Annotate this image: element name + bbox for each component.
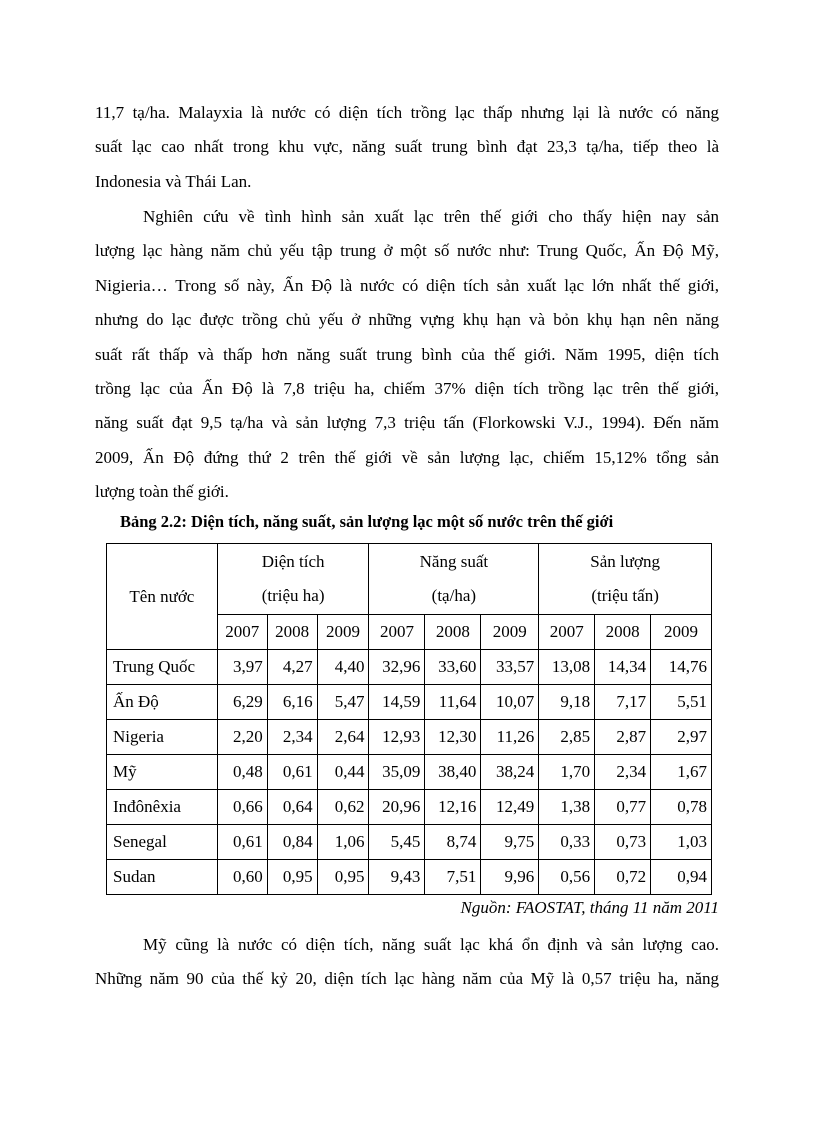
value-cell: 0,77 [595,790,651,825]
year-cell: 2009 [481,615,539,650]
value-cell: 10,07 [481,685,539,720]
value-cell: 12,93 [369,720,425,755]
text-line: lượng toàn thế giới. [95,482,229,502]
value-cell: 2,85 [539,720,595,755]
value-cell: 20,96 [369,790,425,825]
value-cell: 5,47 [317,685,369,720]
country-cell: Mỹ [107,755,218,790]
value-cell: 2,87 [595,720,651,755]
paragraph-world-production [95,200,719,510]
country-cell: Senegal [107,825,218,860]
value-cell: 38,40 [425,755,481,790]
paragraph-malaysia [95,96,719,199]
value-cell: 11,26 [481,720,539,755]
value-cell: 0,62 [317,790,369,825]
value-cell: 1,38 [539,790,595,825]
country-cell: Sudan [107,860,218,895]
value-cell: 13,08 [539,650,595,685]
value-cell: 9,18 [539,685,595,720]
country-cell: Trung Quốc [107,650,218,685]
value-cell: 3,97 [217,650,267,685]
text-line: suất rất thấp và thấp hơn năng suất trung bình của thế giới. Năm 1995, diện tích [95,344,719,364]
value-cell: 6,16 [267,685,317,720]
value-cell: 12,16 [425,790,481,825]
header-area-line1: Diện tích [261,552,325,571]
value-cell: 0,94 [651,860,712,895]
value-cell: 0,95 [267,860,317,895]
text-line: trồng lạc của Ấn Độ là 7,8 triệu ha, chiếm 37% diện tích trồng lạc trên thế giới, [95,378,719,398]
year-cell: 2008 [425,615,481,650]
value-cell: 2,97 [651,720,712,755]
table-row [107,790,712,825]
value-cell: 11,64 [425,685,481,720]
table-row [107,650,712,685]
text-line: Indonesia và Thái Lan. [95,171,252,191]
value-cell: 0,60 [217,860,267,895]
value-cell: 38,24 [481,755,539,790]
value-cell: 9,75 [481,825,539,860]
paragraph-usa [95,928,719,997]
value-cell: 9,96 [481,860,539,895]
value-cell: 2,64 [317,720,369,755]
value-cell: 14,76 [651,650,712,685]
value-cell: 0,66 [217,790,267,825]
year-cell: 2009 [651,615,712,650]
header-yield-line1: Năng suất [419,552,489,571]
value-cell: 0,33 [539,825,595,860]
value-cell: 7,17 [595,685,651,720]
text-line: 11,7 tạ/ha. Malayxia là nước có diện tích trồng lạc thấp nhưng lại là nước có năng [95,103,719,122]
country-cell: Ấn Độ [107,685,218,720]
table-source: Nguồn: FAOSTAT, tháng 11 năm 2011 [460,898,719,917]
value-cell: 0,61 [217,825,267,860]
value-cell: 32,96 [369,650,425,685]
value-cell: 35,09 [369,755,425,790]
value-cell: 2,20 [217,720,267,755]
table-row [107,720,712,755]
year-cell: 2007 [539,615,595,650]
table-row [107,755,712,790]
text-line: Mỹ cũng là nước có diện tích, năng suất lạc khá ổn định và sản lượng cao. [143,935,719,954]
header-country [107,544,218,650]
country-cell: Nigeria [107,720,218,755]
value-cell: 1,67 [651,755,712,790]
value-cell: 1,06 [317,825,369,860]
value-cell: 5,45 [369,825,425,860]
table-row [107,825,712,860]
value-cell: 0,72 [595,860,651,895]
year-cell: 2007 [369,615,425,650]
header-yield [369,544,539,615]
table-caption: Bảng 2.2: Diện tích, năng suất, sản lượng lạc một số nước trên thế giới [120,512,614,531]
text-line: lượng lạc hàng năm chủ yếu tập trung ở một số nước như: Trung Quốc, Ấn Độ Mỹ, [95,241,719,261]
header-area-line2: (triệu ha) [261,586,325,605]
text-line: Những năm 90 của thế kỷ 20, diện tích lạc hàng năm của Mỹ là 0,57 triệu ha, năng [95,969,719,989]
table-row [107,860,712,895]
value-cell: 33,57 [481,650,539,685]
value-cell: 7,51 [425,860,481,895]
value-cell: 6,29 [217,685,267,720]
text-line: Nigieria… Trong số này, Ấn Độ là nước có diện tích sản xuất lạc lớn nhất thế giới, [95,275,719,295]
year-cell: 2009 [317,615,369,650]
value-cell: 0,48 [217,755,267,790]
value-cell: 12,49 [481,790,539,825]
country-cell: Inđônêxia [107,790,218,825]
value-cell: 0,56 [539,860,595,895]
text-line: 2009, Ấn Độ đứng thứ 2 trên thế giới về sản lượng lạc, chiếm 15,12% tổng sản [95,447,719,467]
value-cell: 0,61 [267,755,317,790]
header-output [539,544,712,615]
value-cell: 0,95 [317,860,369,895]
value-cell: 14,34 [595,650,651,685]
value-cell: 0,73 [595,825,651,860]
year-cell: 2008 [267,615,317,650]
value-cell: 33,60 [425,650,481,685]
value-cell: 0,84 [267,825,317,860]
value-cell: 0,44 [317,755,369,790]
value-cell: 2,34 [267,720,317,755]
value-cell: 14,59 [369,685,425,720]
text-line: Nghiên cứu về tình hình sản xuất lạc trên thế giới cho thấy hiện nay sản [143,207,719,226]
text-line: năng suất đạt 9,5 tạ/ha và sản lượng 7,3 triệu tấn (Florkowski V.J., 1994). Đến năm [95,413,719,433]
header-country-label: Tên nước [129,586,195,606]
value-cell: 1,70 [539,755,595,790]
value-cell: 9,43 [369,860,425,895]
header-yield-line2: (tạ/ha) [431,586,477,605]
value-cell: 4,40 [317,650,369,685]
peanut-table [106,543,712,895]
value-cell: 2,34 [595,755,651,790]
value-cell: 1,03 [651,825,712,860]
year-cell: 2008 [595,615,651,650]
value-cell: 0,64 [267,790,317,825]
header-output-line1: Sản lượng [590,552,660,571]
value-cell: 8,74 [425,825,481,860]
table-row [107,685,712,720]
text-line: nhưng do lạc được trồng chủ yếu ở những vựng khụ hạn và bỏn khụ hạn nên năng [95,310,719,330]
value-cell: 0,78 [651,790,712,825]
year-cell: 2007 [217,615,267,650]
header-area [217,544,369,615]
value-cell: 5,51 [651,685,712,720]
value-cell: 4,27 [267,650,317,685]
header-output-line2: (triệu tấn) [591,586,659,605]
text-line: suất lạc cao nhất trong khu vực, năng suất trung bình đạt 23,3 tạ/ha, tiếp theo là [95,137,719,157]
value-cell: 12,30 [425,720,481,755]
